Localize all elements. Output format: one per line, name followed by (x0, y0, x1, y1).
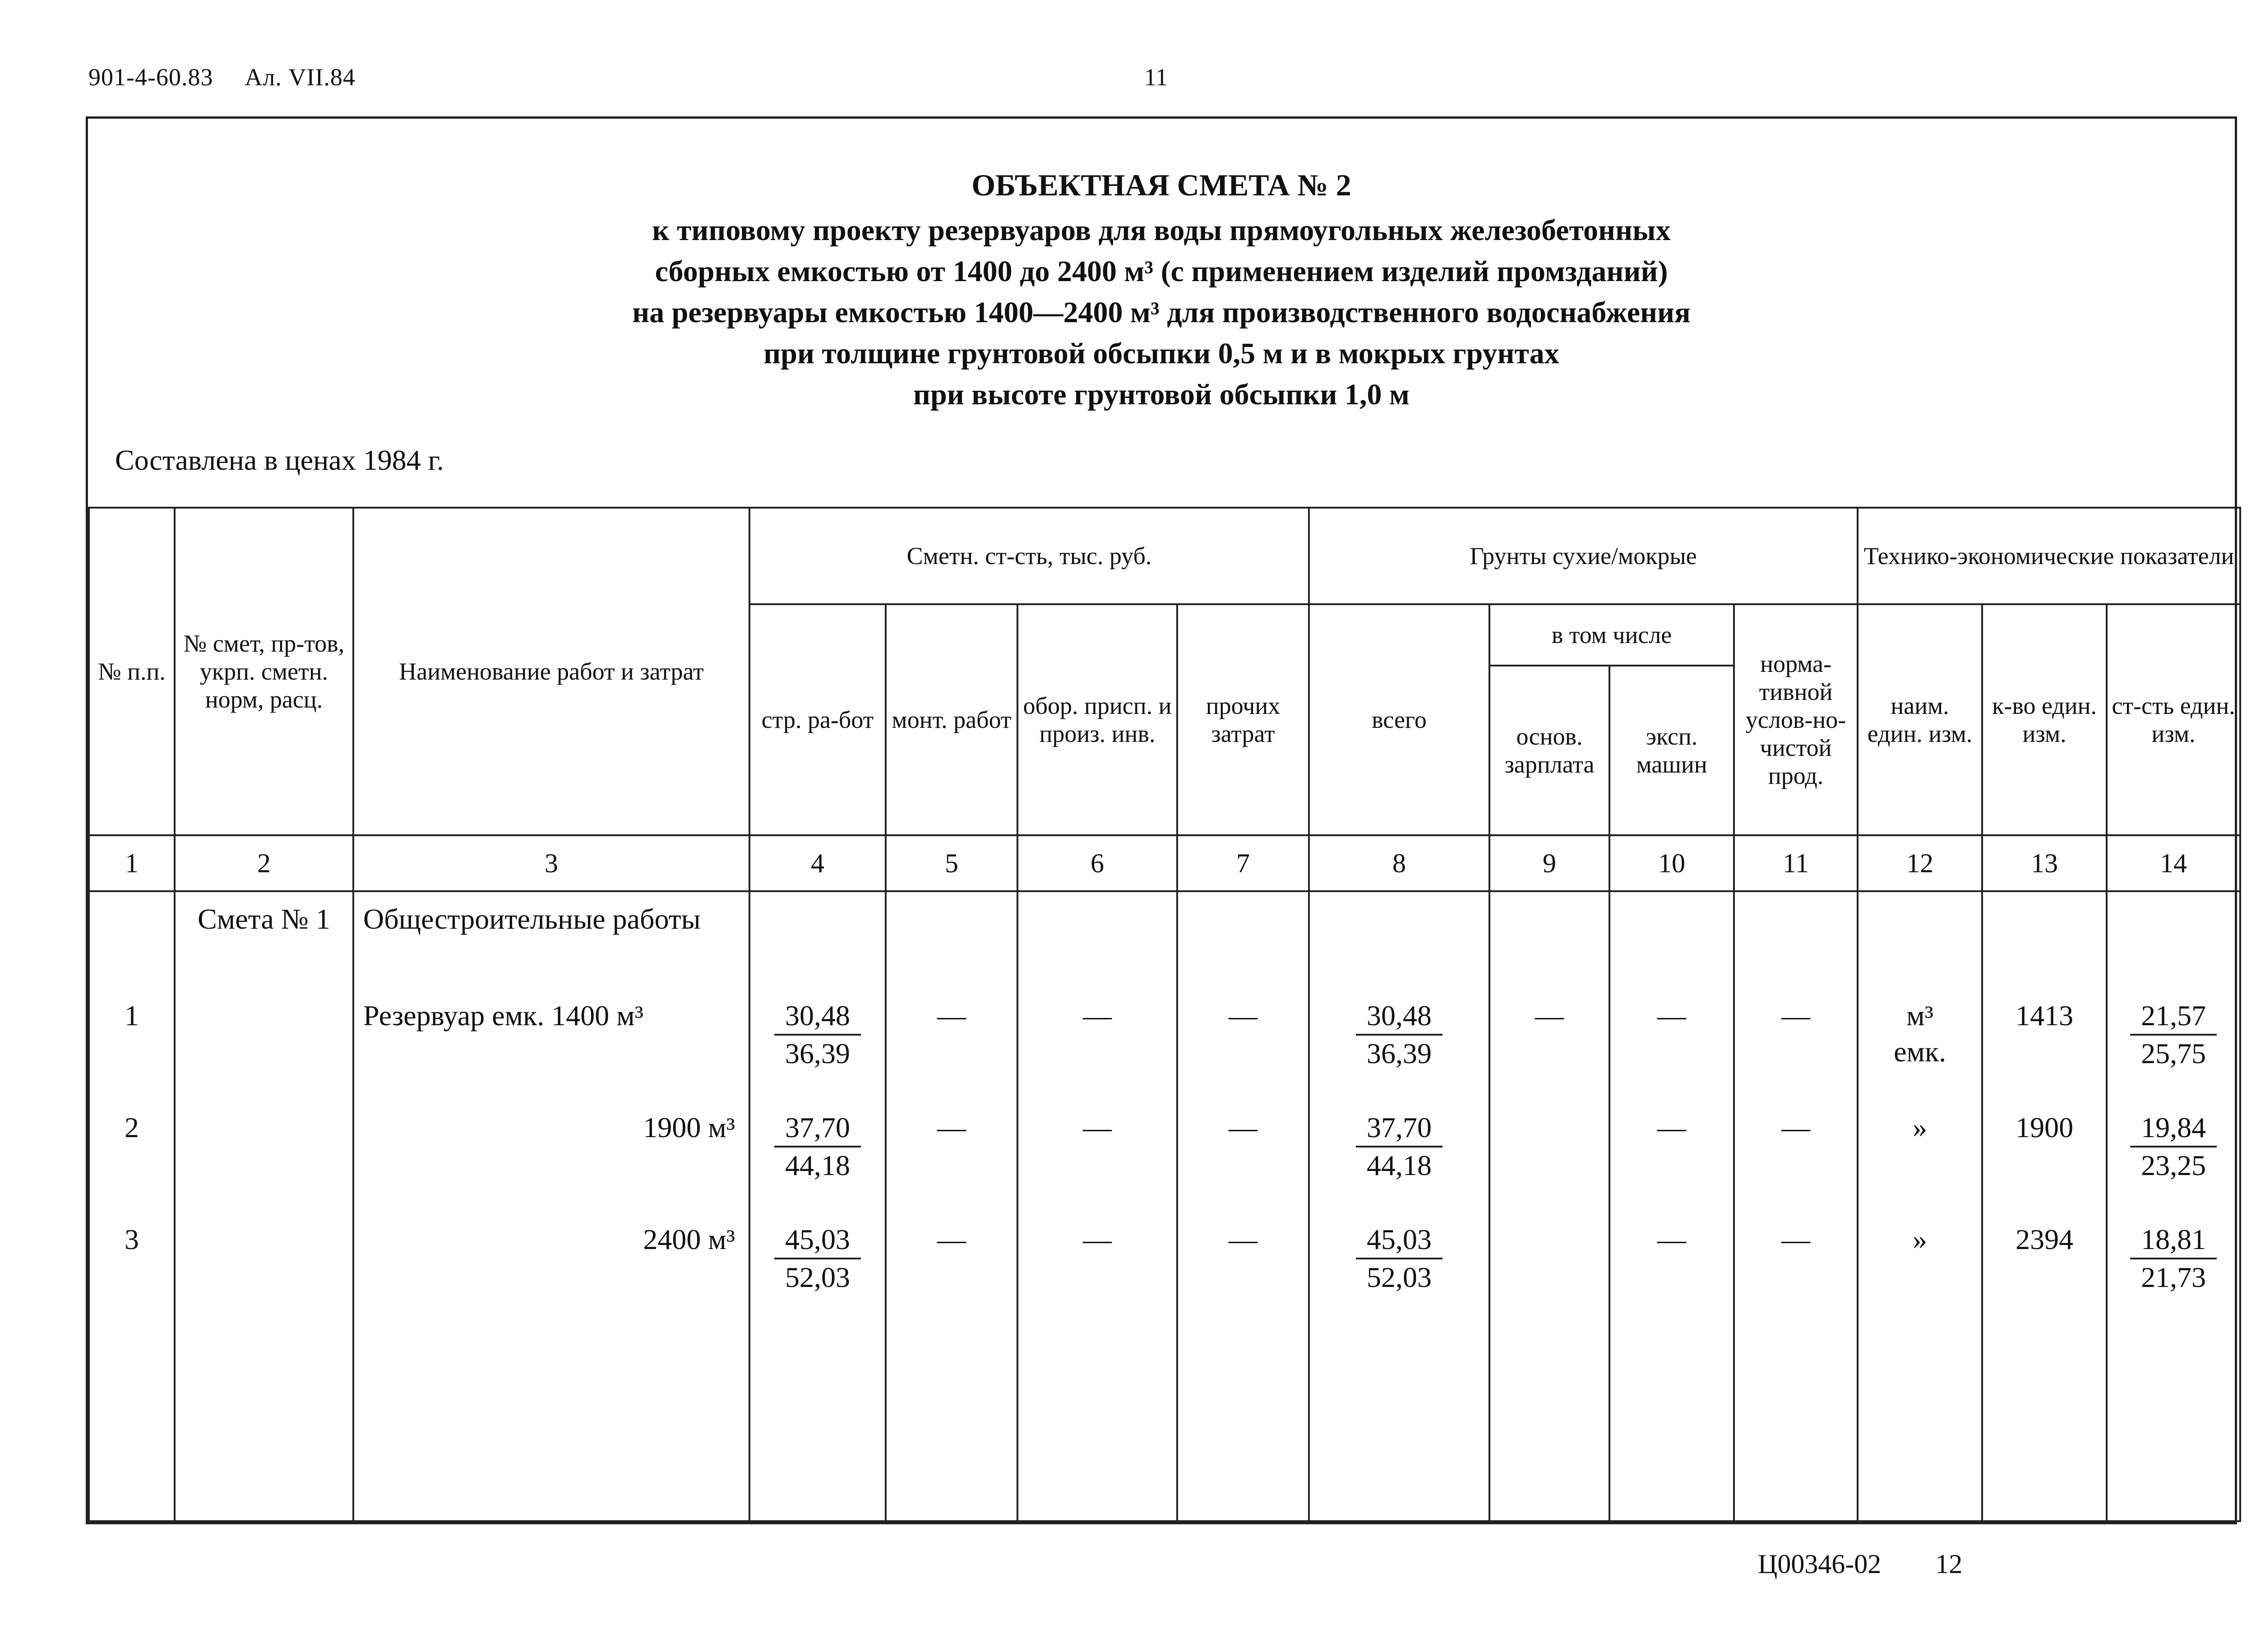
title-line-2: к типовому проекту резервуаров для воды прямоугольных железобетонных (652, 214, 1671, 247)
estimate-title: ОБЪЕКТНАЯ СМЕТА № 2 (971, 168, 1351, 202)
col-num: 11 (1734, 835, 1858, 891)
composed-in-prices: Составлена в ценах 1984 г. (115, 444, 444, 476)
col-header-equipment: обор. присп. и произ. инв. (1017, 604, 1177, 835)
album-ref: Ал. VII.84 (245, 64, 356, 91)
col-num: 3 (353, 835, 749, 891)
title-line-4: на резервуары емкостью 1400—2400 м³ для производственного водоснабжения (632, 296, 1691, 329)
estimate-frame (86, 116, 2237, 1524)
value-fraction: $\frac{30,48}{36,39}$ (1356, 998, 1442, 1072)
estimate-table (88, 507, 2241, 1522)
section-name: Общестроительные работы (353, 891, 749, 995)
col-header-other: прочих затрат (1177, 604, 1309, 835)
unit-qty: 1413 (1982, 995, 2107, 1107)
col-header-machines: эксп. машин (1609, 666, 1734, 835)
table-row: 2 1900 м³ $\frac{37,70}{44,18}$ — — — $\frac{37,70}{44,18}$ — — » 1900 $\frac{19,84}{23,25}$ (89, 1107, 2240, 1219)
col-header-unit-name: наим. един. изм. (1858, 604, 1982, 835)
value-fraction: $\frac{18,81}{21,73}$ (2130, 1222, 2217, 1296)
row-name: 2400 м³ (353, 1219, 749, 1521)
page-number: 11 (1144, 64, 1168, 91)
col-header-total: всего (1309, 604, 1489, 835)
unit-qty: 1900 (1982, 1107, 2107, 1219)
col-header-unit-cost: ст-сть един. изм. (2107, 604, 2240, 835)
col-num: 5 (886, 835, 1017, 891)
value-fraction: $\frac{45,03}{52,03}$ (774, 1222, 861, 1296)
col-header-number: № п.п. (89, 508, 175, 835)
col-num: 7 (1177, 835, 1309, 891)
unit-name: » (1858, 1107, 1982, 1219)
archive-code: Ц00346-02 (1758, 1549, 1882, 1579)
value-fraction: $\frac{37,70}{44,18}$ (1356, 1110, 1442, 1184)
title-line-5: при толщине грунтовой обсыпки 0,5 м и в мокрых грунтах (763, 337, 1559, 370)
col-num: 1 (89, 835, 175, 891)
title-line-3: сборных емкостью от 1400 до 2400 м³ (с применением изделий промзданий) (655, 255, 1668, 288)
value-fraction: $\frac{37,70}{44,18}$ (774, 1110, 861, 1184)
value-fraction: $\frac{30,48}{36,39}$ (774, 998, 861, 1072)
table-row: 1 Резервуар емк. 1400 м³ $\frac{30,48}{36,39}$ — — — $\frac{30,48}{36,39}$ — — — м³ емк. 1413 $\frac{21,57}{25,75}$ (89, 995, 2240, 1107)
value-fraction: $\frac{45,03}{52,03}$ (1356, 1222, 1442, 1296)
col-num: 2 (175, 835, 353, 891)
col-header-installation: монт. работ (886, 604, 1017, 835)
value-fraction: $\frac{21,57}{25,75}$ (2130, 998, 2217, 1072)
unit-name: м³ емк. (1858, 995, 1982, 1107)
unit-name: » (1858, 1219, 1982, 1521)
title-line-6: при высоте грунтовой обсыпки 1,0 м (913, 378, 1410, 411)
group-header-cost: Сметн. ст-сть, тыс. руб. (749, 508, 1309, 604)
col-header-unit-qty: к-во един. изм. (1982, 604, 2107, 835)
row-number: 3 (89, 1219, 175, 1521)
group-header-tech: Технико-экономические показатели (1858, 508, 2240, 604)
document-header (88, 63, 387, 91)
sheet-number: 12 (1935, 1549, 1963, 1579)
col-num: 8 (1309, 835, 1489, 891)
col-header-net-product: норма-тивной услов-но-чистой прод. (1734, 604, 1858, 835)
value-fraction: $\frac{19,84}{23,25}$ (2130, 1110, 2217, 1184)
col-num: 10 (1609, 835, 1734, 891)
footer-code (1758, 1549, 1962, 1580)
col-header-wages: основ. зарплата (1489, 666, 1609, 835)
title-block (88, 164, 2235, 415)
unit-qty: 2394 (1982, 1219, 2107, 1521)
col-num: 13 (1982, 835, 2107, 891)
row-name: Резервуар емк. 1400 м³ (353, 995, 749, 1107)
group-header-including: в том числе (1489, 604, 1734, 666)
col-header-estimate-ref: № смет, пр-тов, укрп. сметн. норм, расц. (175, 508, 353, 835)
row-number: 2 (89, 1107, 175, 1219)
col-num: 14 (2107, 835, 2240, 891)
row-name: 1900 м³ (353, 1107, 749, 1219)
table-row: 3 2400 м³ $\frac{45,03}{52,03}$ — — — $\frac{45,03}{52,03}$ — — » 2394 $\frac{18,81}{21,73}$ (89, 1219, 2240, 1521)
col-header-work-name: Наименование работ и затрат (353, 508, 749, 835)
col-num: 9 (1489, 835, 1609, 891)
group-header-soil: Грунты сухие/мокрые (1309, 508, 1858, 604)
row-number: 1 (89, 995, 175, 1107)
col-header-construction: стр. ра-бот (749, 604, 886, 835)
col-num: 6 (1017, 835, 1177, 891)
col-num: 12 (1858, 835, 1982, 891)
doc-code: 901-4-60.83 (88, 64, 213, 91)
col-num: 4 (749, 835, 886, 891)
section-row (89, 891, 2240, 995)
section-estimate-ref: Смета № 1 (175, 891, 353, 995)
